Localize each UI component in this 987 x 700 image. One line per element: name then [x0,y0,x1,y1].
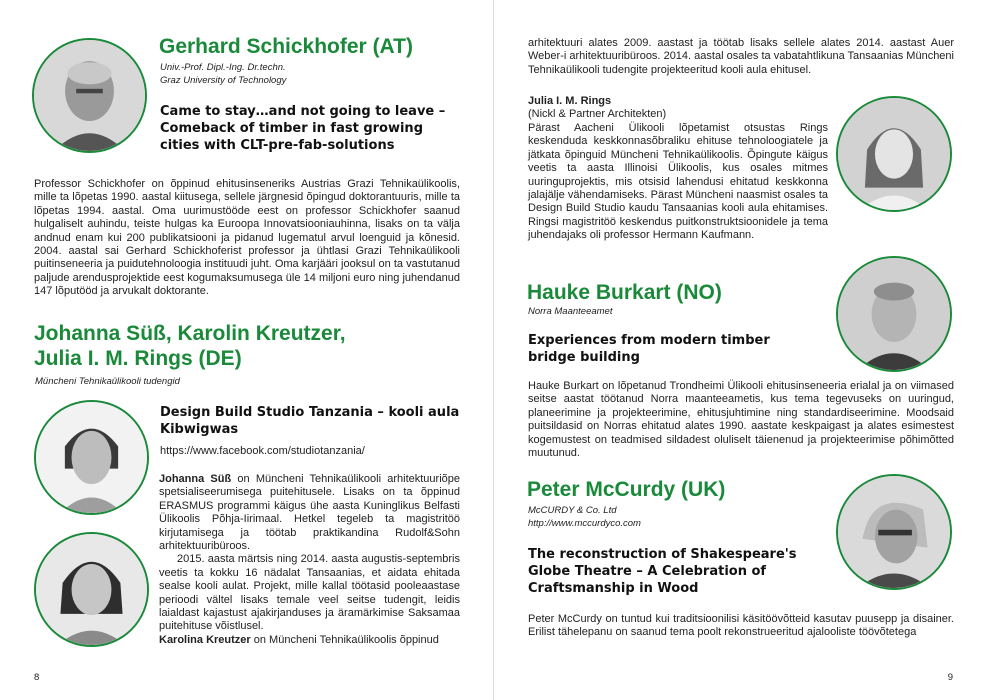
bio-johanna-1: on Müncheni Tehnikaülikooli arhitektuuriõpe spetsialiseerumisega puitehitusele. Lisaks on ta õppinud ERASMUS programmi käigus ühe aasta Kuninglikus Belfasti Ülikoolis Põhja-Iirimaal. Hetkel tegeleb ta magistritöö kirjutamisega ja töötab praktikandina Rudolf&Sohn arhitektuuribüroos. [159,473,460,553]
bio-karolina-continued: arhitektuuri alates 2009. aastast ja töötab lisaks sellele alates 2014. aastast Auer Weber-i arhitektuuribüroos. 2014. aastal osales ta vabatahtlikuna Tansaanias Müncheni Tehnikaülikooli tudengite projekteeritud kooli aula ehitusel. [528,37,954,76]
portrait-johanna-suss [34,400,149,515]
name-johanna: Johanna Süß [159,473,232,485]
page-number-right: 9 [947,672,953,683]
speaker-name-mccurdy: Peter McCurdy (UK) [527,478,726,501]
bio-mccurdy: Peter McCurdy on tuntud kui traditsioonilisi käsitöövõtteid kasutav puusepp ja disainer. Erilist tähelepanu on saanud tema poolt rekonstrueeritud ajalooliste töövõtetega [528,613,954,639]
bio-schickhofer: Professor Schickhofer on õppinud ehitusinseneriks Austrias Grazi Tehnikaülikoolis, mille ta lõpetas 1990. aastal kiitusega, sellele järgnesid õpingud doktorantuuris, mille ta lõpetas 1994. aastal. Oma uurimustööde eest on professor Schickhofer saanud hulgaliselt auhindu, teiste hulgas ka Euroopa Innovatsiooniauhinna, lisaks on ta välja andnud enam kui 200 publikatsiooni ja pidanud lugematul arvul loenguid ja kõnesid. 2004. aastal sai Gerhard Schickhoferist professor ja ühtlasi Grazi Tehnikaülikooli puitinseneeria ja puidutehnoloogia instituudi juht. Oma karjääri jooksul on ta vastutanud paljude arendusprojektide eest kogumaksumusega üle 14 miljoni euro ning juhendanud 147 lõputööd ja arvukalt doktorante. [34,178,460,298]
affiliation-title-schickhofer: Univ.-Prof. Dipl.-Ing. Dr.techn. [160,62,286,73]
speaker-name-students-line2: Julia I. M. Rings (DE) [34,347,242,370]
bio-johanna-2: 2015. aasta märtsis ning 2014. aasta augustis-septembris veetis ta kokku 16 nädalat Tansaanias, et aidata ehitada sealse kooli aulat. Projekt, mille kallal töötasid pooleaastase perioodi vältel lisaks temale veel seitse tudengit, leidis laialdast kajastust ajakirjanduses ja äramärkimise Saksamaa puitehituse võistlusel. [159,553,460,633]
speaker-name-rings: Julia I. M. Rings [528,95,612,107]
portrait-gerhard-schickhofer [32,38,147,153]
affiliation-students: Müncheni Tehnikaülikooli tudengid [35,376,180,387]
affiliation-burkart: Norra Maanteeamet [528,306,613,317]
talk-title-schickhofer: Came to stay…and not going to leave – Comeback of timber in fast growing cities with CLT-pre-fab-solutions [160,104,446,153]
page-number-left: 8 [34,672,40,683]
talk-title-students: Design Build Studio Tanzania – kooli aula Kibwigwas [160,405,460,437]
bio-rings: Pärast Aacheni Ülikooli lõpetamist otsustas Rings keskenduda keskkonnasõbraliku ehituse tehnoloogiatele ja jätkata õpinguid Müncheni Tehnikaülikoolis. Õpingute käigus veetis ta aasta Illinoisi Ülikoolis, kus osales mitmes uuringuprojektis, mis otsisid lahendusi ehitatud keskkonna jalajälje vähendamiseks. Pärast Müncheni naasmist osales ta Design Build Studio kaudu Tansaanias kooli aula ehitamises. Ringsi magistritöö keskendus puitkonstruktsioonidele ja tema juhendajaks oli professor Hermann Kaufmann. [528,122,828,242]
link-mccurdy-website[interactable]: http://www.mccurdyco.com [528,518,641,529]
speaker-name-burkart: Hauke Burkart (NO) [527,281,722,304]
bio-students [159,473,460,647]
left-page [0,0,493,700]
speaker-name-schickhofer: Gerhard Schickhofer (AT) [159,35,413,58]
talk-title-mccurdy: The reconstruction of Shakespeare's Globe Theatre – A Celebration of Craftsmanship in Wood [528,547,797,596]
bio-karolina: on Müncheni Tehnikaülikoolis õppinud [250,633,439,646]
portrait-hauke-burkart [836,256,952,372]
link-studio-tanzania[interactable]: https://www.facebook.com/studiotanzania/ [160,445,365,457]
affiliation-university-schickhofer: Graz University of Technology [160,75,287,86]
speaker-name-students-line1: Johanna Süß, Karolin Kreutzer, [34,322,346,345]
talk-title-burkart: Experiences from modern timber bridge building [528,333,770,365]
name-karolina: Karolina Kreutzer [159,633,251,646]
portrait-karolina-kreutzer [34,532,149,647]
portrait-julia-rings [836,96,952,212]
portrait-peter-mccurdy [836,474,952,590]
right-page [494,0,987,700]
company-rings: (Nickl & Partner Architekten) [528,108,667,120]
affiliation-company-mccurdy: McCURDY & Co. Ltd [528,505,617,516]
bio-burkart: Hauke Burkart on lõpetanud Trondheimi Ülikooli ehitusinseneeria erialal ja on viimased seitse aastat töötanud Norra maanteeametis, kus tema tegevuseks on uuringud, planeerimine ja projekteerimine, ehitusjuhtimine ning standardiseerimine. Moodsaid puitsildasid on Norras ehitatud alates 1990. aastate keskpaigast ja alates esimestest kogemustest on teadmised sildadest oluliselt täienenud ja projekteerimise põhimõtted muutunud. [528,380,954,460]
